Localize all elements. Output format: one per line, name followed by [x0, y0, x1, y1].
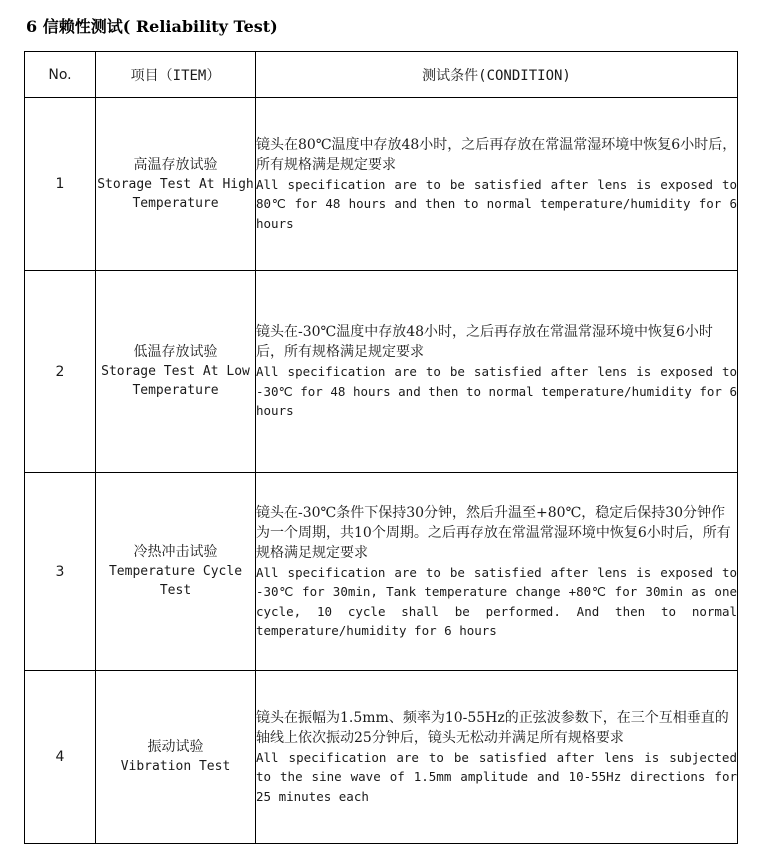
condition-en: All specification are to be satisfied after lens is subjected to the sine wave of 1.5mm amplitude and 10-55Hz directions for 25 minutes each: [256, 749, 737, 804]
condition-cn: 镜头在-30℃条件下保持30分钟，然后升温至+80℃，稳定后保持30分钟作为一个周期，共10个周期。之后再存放在常温常湿环境中恢复6小时后，所有规格满足规定要求: [256, 504, 731, 561]
condition-en: All specification are to be satisfied after lens is exposed to -30℃ for 30min, Tank temperature change +80℃ for 30min as one cycle, 10 cycle shall be performed. And then to normal temperature/humidity for 6 hours: [256, 564, 737, 638]
item-name-cn: 振动试验: [147, 739, 204, 755]
row-number: 4: [25, 671, 96, 844]
table-row: [25, 271, 738, 473]
item-name-cn: 低温存放试验: [133, 344, 218, 360]
header-no: No.: [25, 52, 96, 98]
reliability-test-table: [24, 51, 738, 844]
item-name-cn: 冷热冲击试验: [133, 544, 218, 560]
condition-cell: [256, 473, 738, 671]
condition-en: All specification are to be satisfied after lens is exposed to -30℃ for 48 hours and then to normal temperature/humidity for 6 hours: [256, 364, 737, 419]
item-cell: [96, 473, 256, 671]
condition-cell: [256, 98, 738, 271]
header-condition: 测试条件(CONDITION): [256, 52, 738, 98]
row-number: 3: [25, 473, 96, 671]
row-number: 1: [25, 98, 96, 271]
condition-cell: [256, 671, 738, 844]
section-title: 6 信赖性测试( Reliability Test): [26, 17, 278, 36]
row-number: 2: [25, 271, 96, 473]
condition-cell: [256, 271, 738, 473]
table-header-row: [25, 52, 738, 98]
condition-cn: 镜头在振幅为1.5mm、频率为10-55Hz的正弦波参数下，在三个互相垂直的轴线上依次振动25分钟后，镜头无松动并满足所有规格要求: [256, 709, 729, 746]
condition-cn: 镜头在80℃温度中存放48小时，之后再存放在常温常湿环境中恢复6小时后，所有规格满是规定要求: [256, 136, 737, 173]
item-name-cn: 高温存放试验: [133, 156, 218, 173]
condition-en: All specification are to be satisfied after lens is exposed to 80℃ for 48 hours and then to normal temperature/humidity for 6 hours: [256, 176, 737, 231]
table-row: [25, 98, 738, 271]
item-cell: [96, 271, 256, 473]
item-name-en: Temperature Cycle Test: [108, 564, 243, 598]
item-name-en: Storage Test At Low Temperature: [101, 364, 250, 398]
table-row: [25, 473, 738, 671]
item-name-en: Storage Test At High Temperature: [97, 176, 254, 211]
item-cell: [96, 671, 256, 844]
condition-cn: 镜头在-30℃温度中存放48小时，之后再存放在常温常湿环境中恢复6小时后，所有规格满足规定要求: [256, 324, 713, 361]
item-name-en: Vibration Test: [120, 759, 231, 774]
item-cell: [96, 98, 256, 271]
header-item: 项目（ITEM）: [96, 52, 256, 98]
table-row: [25, 671, 738, 844]
